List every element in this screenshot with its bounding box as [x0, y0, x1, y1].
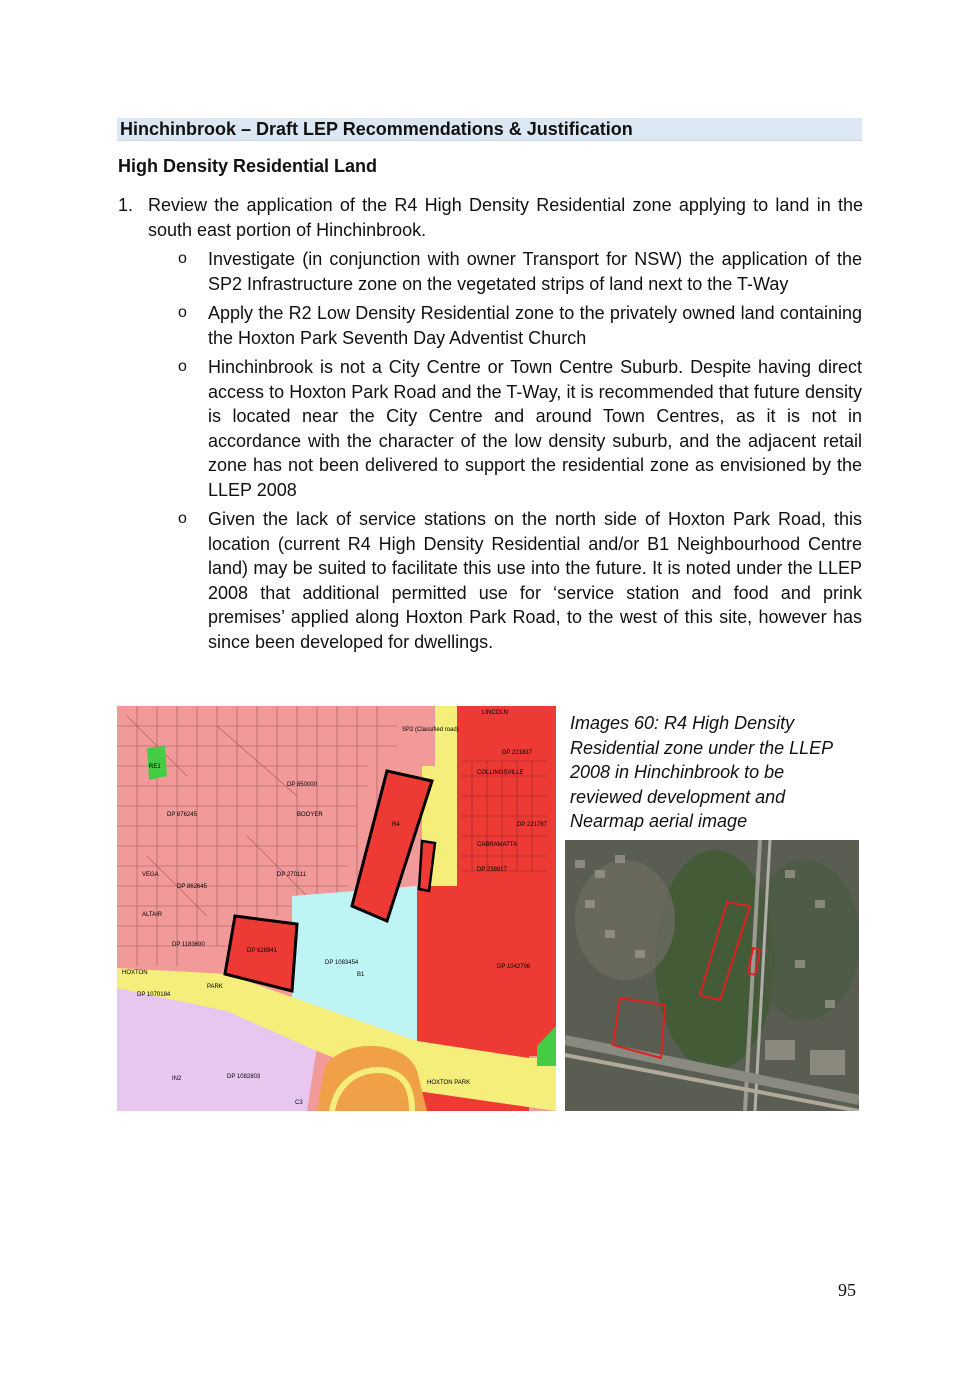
bullet-item	[178, 247, 862, 296]
subheading: High Density Residential Land	[118, 156, 378, 176]
map-label-dp-1083454: DP 1083454	[325, 960, 359, 966]
zoning-map	[117, 706, 556, 1111]
map-label-dp-862645: DP 862645	[177, 884, 207, 890]
bullet-item	[178, 355, 862, 502]
map-label-dp-1070184: DP 1070184	[137, 992, 171, 998]
zone-re1	[147, 746, 167, 780]
page-number: 95	[838, 1280, 856, 1300]
map-label-dp-876245: DP 876245	[167, 812, 197, 818]
item-text: Review the application of the R4 High Density Residential zone applying to land in the south east portion of Hinchinbrook.	[148, 195, 863, 240]
map-label-dp-238917: DP 238917	[477, 867, 507, 873]
map-label-b1: B1	[357, 972, 365, 978]
map-label-lincoln: LINCOLN	[482, 710, 509, 716]
map-label-dp-221837: DP 221837	[502, 750, 532, 756]
map-label-dp-1183690: DP 1183690	[172, 942, 205, 948]
bullet-list	[178, 247, 862, 659]
map-label-vega: VEGA	[142, 872, 159, 878]
bullet-marker: o	[178, 510, 187, 527]
bullet-text: Given the lack of service stations on the north side of Hoxton Park Road, this location (current R4 High Density Residential and/or B1 Neighbourhood Centre land) may be suited to facilitate this use into the future. It is noted under the LLEP 2008 that additional permitted use for ‘service station and food and prink premises’ applied along Hoxton Park Road, to the west of this site, however has since been developed for dwellings.	[208, 509, 862, 652]
map-label-cabramatta: CABRAMATTA	[477, 842, 518, 848]
bullet-text: Apply the R2 Low Density Residential zone to the privately owned land containing the Hoxton Park Seventh Day Adventist Church	[208, 303, 862, 348]
map-label-r4: R4	[392, 822, 400, 828]
map-label-c3: C3	[295, 1100, 303, 1106]
aerial-image	[565, 840, 859, 1111]
map-label-dp-850000: DP 850000	[287, 782, 317, 788]
map-label-sp2: SP2 (Classified road)	[402, 727, 459, 733]
map-label-dp-221787: DP 221787	[517, 822, 547, 828]
bullet-item	[178, 507, 862, 654]
bullet-text: Hinchinbrook is not a City Centre or Town Centre Suburb. Despite having direct access to Hoxton Park Road and the T-Way, it is recommended that future density is located near the City Centre and around Town Centres, as it is not in accordance with the character of the low density suburb, and the adjacent retail zone has not been delivered to support the residential zone as envisioned by the LLEP 2008	[208, 357, 862, 500]
map-label-booyer: BOOYER	[297, 812, 323, 818]
bullet-marker: o	[178, 358, 187, 375]
figure-caption: Images 60: R4 High Density Residential zone under the LLEP 2008 in Hinchinbrook to be reviewed development and Nearmap aerial image	[570, 713, 833, 831]
map-label-dp-1042706: DP 1042706	[497, 964, 531, 970]
map-label-dp-626941: DP 626941	[247, 948, 277, 954]
map-label-hoxton: HOXTON	[122, 970, 148, 976]
map-label-park: PARK	[207, 984, 223, 990]
map-label-altair: ALTAIR	[142, 912, 163, 918]
bullet-marker: o	[178, 250, 187, 267]
bullet-item	[178, 301, 862, 350]
map-label-in2: IN2	[172, 1076, 182, 1082]
map-label-dp-1082803: DP 1082803	[227, 1074, 261, 1080]
bullet-text: Investigate (in conjunction with owner Transport for NSW) the application of the SP2 Infrastructure zone on the vegetated strips of land next to the T-Way	[208, 249, 862, 294]
item-number: 1.	[118, 195, 134, 215]
map-label-re1: RE1	[149, 764, 161, 770]
map-label-hoxton-park: HOXTON PARK	[427, 1080, 471, 1086]
map-label-dp-270111: DP 270111	[277, 872, 307, 878]
map-label-collingsville: COLLINGSVILLE	[477, 770, 524, 776]
recommendation-item-1	[118, 193, 863, 242]
bullet-marker: o	[178, 304, 187, 321]
section-title: Hinchinbrook – Draft LEP Recommendations & Justification	[117, 118, 862, 141]
